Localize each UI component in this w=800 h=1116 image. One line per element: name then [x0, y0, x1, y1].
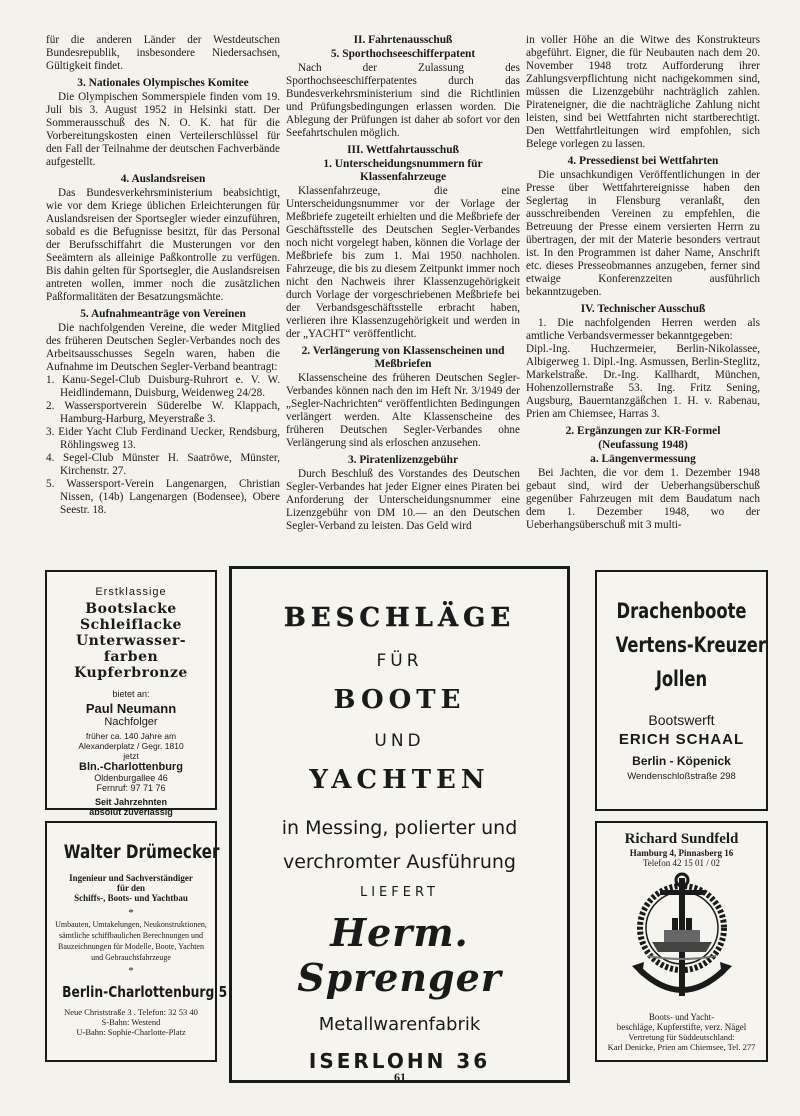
- club-list-item: 1. Kanu-Segel-Club Duisburg-Ruhrort e. V. W. Heidlindemann, Duisburg, Weidenweg 24/28.: [46, 374, 280, 399]
- ad-druemecker-star: *: [128, 907, 134, 919]
- ad-sundfeld-name: Richard Sundfeld: [624, 831, 739, 847]
- heading-unterscheidungsnummern: 1. Unterscheidungsnummern für Klassenfahrzeuge: [323, 158, 483, 183]
- col1-olympic-text: Die Olympischen Sommerspiele finden vom 19. Juli bis 3. August 1952 in Helsinki statt. Der Sommerausschuß des N. O. K. hat für die Vorbereitungskosten einen Verteilerschlüssel für den Fall der Teilnahme der deutschen Fachverbände aufgestellt.: [46, 91, 280, 168]
- ad-lacke-product: Unterwasser-: [75, 633, 187, 649]
- ad-druemecker-s2: für den: [116, 883, 146, 893]
- heading-technischer-ausschuss: IV. Technischer Ausschuß: [580, 303, 706, 315]
- ad-sundfeld-b4: Karl Denicke, Prien am Chiemsee, Tel. 277: [607, 1042, 756, 1052]
- ad-drachen-boat: Jollen: [655, 667, 708, 691]
- ad-druemecker-body: Umbauten, Umtakelungen, Neukonstruktionen, sämtliche schiffbaulichen Berechnungen und Bauzeichnungen für Modelle, Boote, Yachten und Gebrauchsfahrzeuge: [55, 920, 207, 962]
- heading-fahrtenausschuss: II. Fahrtenausschuß: [353, 34, 453, 46]
- ad-sprenger-boote: BOOTE: [333, 685, 466, 715]
- ad-sundfeld-b2: beschläge, Kupferstifte, verz. Nägel: [616, 1022, 747, 1032]
- club-list-item: 5. Wassersport-Verein Langenargen, Christian Nissen, (14b) Langenargen (Bodensee), Obere Seestr. 18.: [46, 478, 280, 516]
- col1-auslandsreisen-text: Das Bundesverkehrsministerium beabsichtigt, wie vor dem Kriege üblichen Erleichterungen für Auslandsreisen der Sportsegler wieder einzuführen, sobald es die Befugnisse besitzt, für das Personal der Berufsschiffahrt die Musterungen vor den Seeämtern als alleinige Paßkontrolle zu verfügen. Bis dahin gelten für Sportsegler, die Auslandsreisen antreten wollen, immer noch die zusätzlichen Paßformalitäten der Besatzungsmächte.: [46, 187, 280, 303]
- ad-sprenger-fuer: FÜR: [376, 651, 423, 671]
- article-column-1: [46, 34, 280, 517]
- ad-sprenger-city: ISERLOHN 36: [308, 1049, 491, 1073]
- club-list-item: 4. Segel-Club Münster H. Saatröwe, Münster, Kirchenstr. 27.: [46, 452, 280, 477]
- ad-druemecker-s3: Schiffs-, Boots- und Yachtbau: [74, 893, 188, 903]
- ad-sundfeld-b3: Vertretung für Süddeutschland:: [628, 1032, 735, 1042]
- ad-sprenger-messing: in Messing, polierter und: [281, 817, 518, 839]
- ad-druemecker-addr: Neue Christstraße 3 . Telefon: 32 53 40: [64, 1007, 198, 1017]
- article-column-2: [286, 34, 520, 533]
- col3-presse-text: Die unsachkundigen Veröffentlichungen in der Presse über Wettfahrtereignisse haben den Seglertag in Flensburg veranlaßt, den ausschreibenden Vereinen zu empfehlen, die Betreuung der Presse einem versierten Herrn zu übertragen, der mit der Materie besonders vertraut ist. In den Programmen ist daher Name, Anschrift etc. dieses Presseobmannes anzugeben, ferner sind etwaige Konferenzzeiten ausführlich bekanntzugeben.: [526, 169, 760, 298]
- anchor-ship-emblem-icon: [622, 870, 742, 1010]
- advert-walter-druemecker: [45, 821, 228, 1062]
- advert-paul-neumann: [45, 570, 217, 817]
- ad-sprenger-ausfuehrung: verchromter Ausführung: [282, 851, 516, 873]
- club-list-item: 2. Wassersportverein Süderelbe W. Klappach, Hamburg-Harburg, Meyerstraße 3.: [46, 400, 280, 425]
- ad-drachen-boats: [615, 594, 766, 696]
- ad-lacke-footer1: Seit Jahrzehnten: [94, 797, 168, 807]
- ad-sprenger-beschlaege: BESCHLÄGE: [283, 603, 516, 633]
- ad-druemecker-star2: *: [128, 965, 134, 977]
- ad-lacke-products: [47, 601, 215, 681]
- ad-sprenger-name: Herm. Sprenger: [297, 910, 502, 1000]
- ad-lacke-bietet: bietet an:: [112, 689, 150, 699]
- ad-lacke-alex: Alexanderplatz / Gegr. 1810: [78, 741, 184, 751]
- heading-laengenvermessung: a. Längenvermessung: [590, 453, 696, 465]
- article-column-3: [526, 34, 760, 532]
- ad-sundfeld-b1: Boots- und Yacht-: [648, 1012, 715, 1022]
- ad-sprenger-metallwarenfabrik: Metallwarenfabrik: [318, 1014, 481, 1035]
- ad-lacke-firm: Paul Neumann: [85, 701, 177, 716]
- ad-sprenger-und: UND: [374, 731, 425, 751]
- heading-auslandsreisen: 4. Auslandsreisen: [120, 173, 206, 185]
- ad-lacke-phone: Fernruf: 97 71 76: [96, 783, 166, 793]
- ad-druemecker-s1: Ingenieur und Sachverständiger: [69, 873, 193, 883]
- col3-vermesser-names: Dipl.-Ing. Huchzermeier, Berlin-Nikolassee, Albigerweg 1. Dipl.-Ing. Asmussen, Berlin-Steglitz, Markelstraße. Dr.-Ing. Kallhardt, München, Hohenzollernstraße 53. Ing. Fritz Sening, Augsburg, Bauerntanzgäßchen 1. H. v. Rabenau, Prien am Chiemsee, Harras 3.: [526, 343, 760, 420]
- ad-lacke-city: Bln.-Charlottenburg: [79, 761, 183, 773]
- ad-lacke-street: Oldenburgallee 46: [94, 773, 168, 783]
- col3-tech-text: 1. Die nachfolgenden Herren werden als amtliche Verbandsvermesser bekanntgegeben:: [526, 317, 760, 342]
- ad-drachen-name: ERICH SCHAAL: [618, 731, 745, 748]
- club-list: [46, 374, 280, 517]
- ad-drachen-boat: Vertens-Kreuzer: [615, 633, 766, 657]
- heading-pressedienst: 4. Pressedienst bei Wettfahrten: [567, 155, 719, 167]
- ad-druemecker-sbahn: S-Bahn: Westend: [101, 1017, 161, 1027]
- ad-lacke-frueher: früher ca. 140 Jahre am: [85, 731, 177, 741]
- col3-continuation: in voller Höhe an die Witwe des Konstrukteurs abgeführt. Eigner, die für Neubauten nach dem 20. November 1948 trotz Aufforderung ihrer Zahlungsverpflichtung nicht nachgekommen sind, müssen die Lizenzgebühr nachträglich zahlen. Pirateneigner, die die nachträgliche Zahlung nicht leisten, sind bei Wettfahrten nicht startberechtigt. Den Wettfahrtleitungen wird empfohlen, sich Belege vorlegen zu lassen.: [526, 34, 760, 150]
- ad-sprenger-yachten: YACHTEN: [309, 765, 490, 795]
- heading-neufassung: (Neufassung 1948): [598, 439, 688, 451]
- col1-aufnahme-text: Die nachfolgenden Vereine, die weder Mitglied des früheren Deutschen Segler-Verbandes noch des Arbeitsausschusses Segeln waren, haben die Aufnahme im Deutschen Segler-Verband beantragt:: [46, 322, 280, 373]
- club-list-item: 3. Eider Yacht Club Ferdinand Uecker, Rendsburg, Röhlingsweg 13.: [46, 426, 280, 451]
- col2-nummern-text: Klassenfahrzeuge, die eine Unterscheidungsnummer vor der Vorlage der Meßbriefe zugeteilt erhielten und die Meßbriefe der Geschäftsstelle des Deutschen Segler-Verbandes noch nicht vorgelegt haben, können die Vorlage der Meßbriefe bis zum 1. Mai 1950 nachholen. Fahrzeuge, die bis zu diesem Zeitpunkt immer noch nicht den Nachweis ihrer Klassenzugehörigkeit durch Vorlage der vorgeschriebenen Meßbriefe bei der Verbandsgeschäftsstelle erbracht haben, verlieren ihre Klassenzugehörigkeit und werden in der „YACHT“ veröffentlicht.: [286, 185, 520, 340]
- ad-druemecker-ubahn: U-Bahn: Sophie-Charlotte-Platz: [76, 1027, 186, 1037]
- ad-drachen-street: Wendenschloßstraße 298: [627, 771, 736, 782]
- ad-lacke-product: Schleiflacke: [80, 617, 182, 633]
- heading-sporthochseeschifferpatent: 5. Sporthochseeschifferpatent: [330, 48, 476, 60]
- col2-patent-text: Nach der Zulassung des Sporthochseeschifferpatentes durch das Bundesverkehrsministerium sind die Richtlinien und Prüfungsbedingungen erlassen worden. Die Ablegung der Prüfungen ist daher ab sofort vor den Seefahrtschulen möglich.: [286, 62, 520, 139]
- heading-piratenlizenzgebuehr: 3. Piratenlizenzgebühr: [347, 454, 459, 466]
- ad-sundfeld-phone: Telefon 42 15 01 / 02: [642, 858, 721, 868]
- advert-herm-sprenger: [229, 566, 570, 1083]
- ad-lacke-product: farben: [103, 649, 159, 665]
- col2-verlaengerung-text: Klassenscheine des früheren Deutschen Segler-Verbandes können nach den im Heft Nr. 3/1949 der „Segler-Nachrichten“ veröffentlichten Bedingungen verlängert werden. Alte Klassenscheine des früheren Deutschen Segler-Verbandes ohne Verlängerung sind als erloschen anzusehen.: [286, 372, 520, 449]
- advert-richard-sundfeld: [595, 821, 768, 1062]
- ad-druemecker-name: Walter Drümecker: [63, 841, 220, 863]
- advert-erich-schaal: [595, 570, 768, 811]
- ad-sundfeld-addr: Hamburg 4, Pinnasberg 16: [629, 848, 734, 858]
- ad-druemecker-city: Berlin-Charlottenburg 5: [62, 983, 228, 1001]
- col1-intro: für die anderen Länder der Westdeutschen Bundesrepublik, insbesondere Niedersachsen, Gültigkeit findet.: [46, 34, 280, 72]
- ad-drachen-city: Berlin - Köpenick: [632, 754, 731, 768]
- ad-lacke-top: Erstklassige: [95, 586, 167, 598]
- heading-olympic-committee: 3. Nationales Olympisches Komitee: [77, 77, 249, 89]
- heading-wettfahrtausschuss: III. Wettfahrtausschuß: [347, 144, 459, 156]
- ad-lacke-nachfolger: Nachfolger: [104, 716, 158, 728]
- col2-pirat-text: Durch Beschluß des Vorstandes des Deutschen Segler-Verbandes hat jeder Eigner eines Piraten bei Anforderung der Unterscheidungsnummer eine Lizenzgebühr von DM 10.— an den Deutschen Segler-Verband zu leisten. Das Geld wird: [286, 468, 520, 532]
- ad-sprenger-liefert: LIEFERT: [359, 885, 439, 900]
- ad-lacke-jetzt: jetzt: [123, 751, 139, 761]
- heading-aufnahmeantraege: 5. Aufnahmeanträge von Vereinen: [80, 308, 246, 320]
- ad-drachen-boat: Drachenboote: [616, 599, 747, 623]
- ad-drachen-werft: Bootswerft: [648, 712, 715, 728]
- ad-lacke-product: Kupferbronze: [74, 665, 188, 681]
- heading-verlaengerung: 2. Verlängerung von Klassenscheinen und Meßbriefen: [301, 345, 505, 370]
- ad-lacke-footer2: absolut zuverlässig: [89, 807, 173, 817]
- ad-lacke-product: Bootslacke: [85, 601, 177, 617]
- page-number: 61: [394, 1070, 406, 1084]
- col3-laenge-text: Bei Jachten, die vor dem 1. Dezember 1948 gebaut sind, wird der Ueberhangsüberschuß gegenüber Fahrzeugen mit dem Baudatum nach dem 1. Dezember 1948, wo der Ueberhangsüberschuß mit 3 multi-: [526, 467, 760, 531]
- heading-kr-formel: 2. Ergänzungen zur KR-Formel: [565, 425, 721, 437]
